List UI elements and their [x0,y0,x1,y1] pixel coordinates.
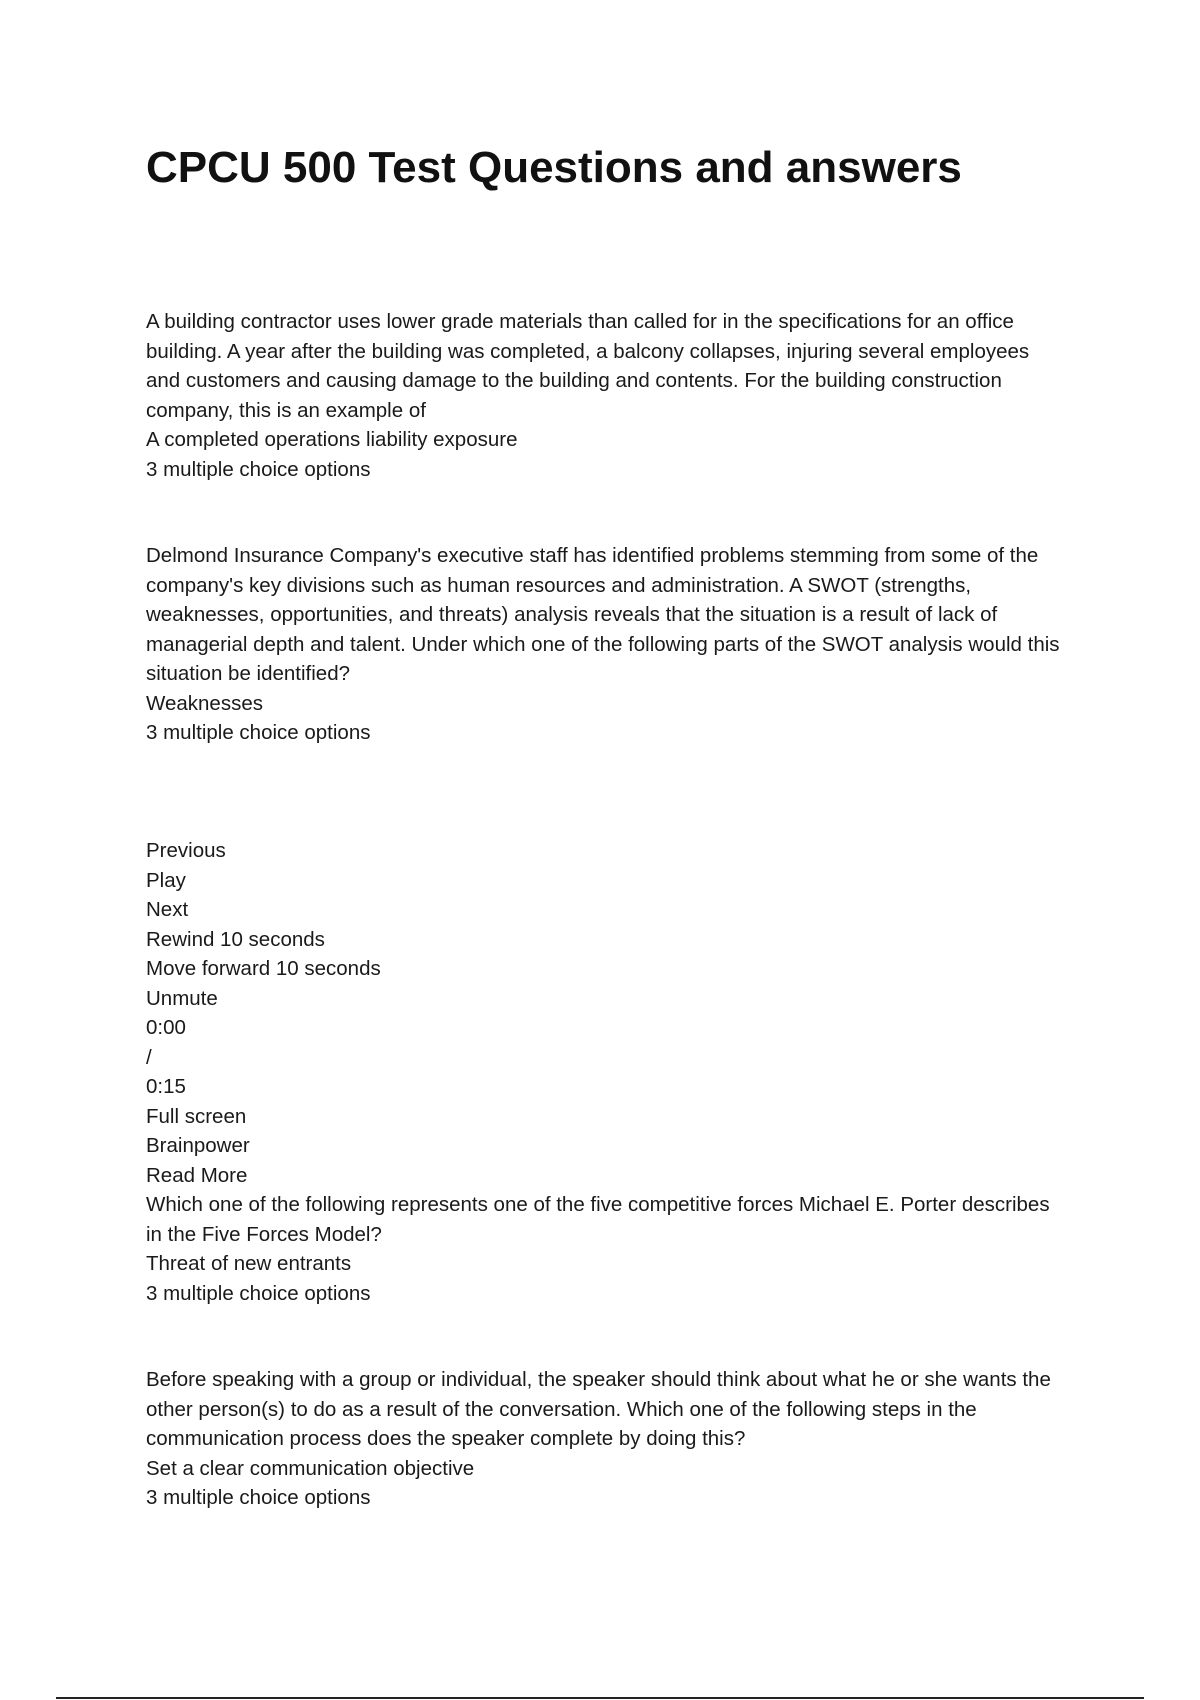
options-note: 3 multiple choice options [146,457,371,481]
duration: 0:15 [146,1075,186,1098]
forward-button[interactable]: Move forward 10 seconds [146,957,381,980]
options-note: 3 multiple choice options [146,1281,371,1305]
answer-text: A completed operations liability exposure [146,428,518,451]
previous-button[interactable]: Previous [146,839,226,862]
play-button[interactable]: Play [146,868,186,892]
fullscreen-button[interactable]: Full screen [146,1104,247,1128]
answer-text: Threat of new entrants [146,1252,352,1275]
question-text: A building contractor uses lower grade materials than called for in the specifications for an office building. A year after the building was completed, a balcony collapses, injuring several employees and customers and causing damage to the building and contents. For the building construction company, this is an example of [146,310,1030,422]
question-block-2 [146,541,1066,748]
answer-text: Set a clear communication objective [146,1456,475,1480]
time-separator: / [146,1045,152,1069]
video-player-text [146,836,1066,1308]
answer-text: Weaknesses [146,691,263,715]
unmute-button[interactable]: Unmute [146,986,218,1010]
current-time: 0:00 [146,1016,186,1039]
question-text: Which one of the following represents one of the five competitive forces Michael E. Porter describes in the Five Forces Model? [146,1193,1050,1246]
options-note: 3 multiple choice options [146,1486,371,1509]
read-more-link[interactable]: Read More [146,1163,248,1187]
question-text: Delmond Insurance Company's executive staff has identified problems stemming from some of the company's key divisions such as human resources and administration. A SWOT (strengths, weaknesses, opportunities, and threats) analysis reveals that the situation is a result of lack of managerial depth and talent. Under which one of the following parts of the SWOT analysis would this situation be identified? [146,544,1060,685]
page-title: CPCU 500 Test Questions and answers [146,143,962,192]
rewind-button[interactable]: Rewind 10 seconds [146,927,325,951]
options-note: 3 multiple choice options [146,721,371,744]
brainpower-link[interactable]: Brainpower [146,1134,250,1157]
question-block-1 [146,307,1066,484]
question-text: Before speaking with a group or individual, the speaker should think about what he or she wants the other person(s) to do as a result of the conversation. Which one of the following steps in the communication process does the speaker complete by doing this? [146,1368,1051,1450]
footer-divider [56,1697,1144,1699]
next-button[interactable]: Next [146,898,189,921]
question-block-4 [146,1365,1066,1513]
